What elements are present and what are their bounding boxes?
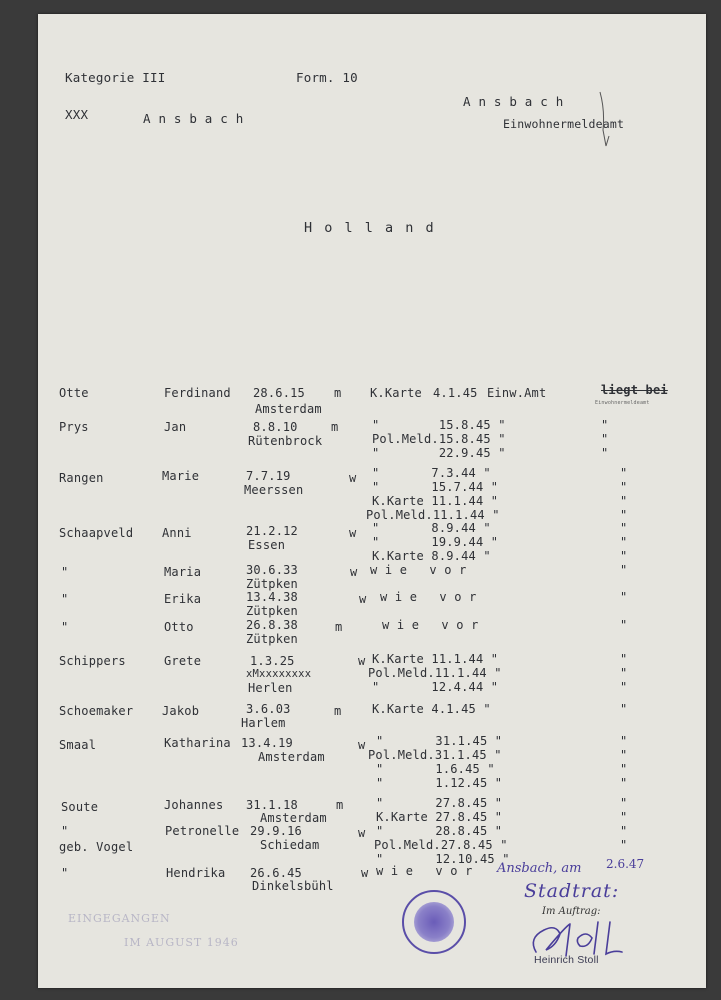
surname: Soute [61, 800, 99, 814]
firstname: Otto [164, 620, 194, 634]
ditto-mark: " [620, 549, 628, 563]
birthplace: Dinkelsbühl [252, 879, 334, 893]
surname: Prys [59, 420, 89, 434]
surname: Smaal [59, 738, 97, 752]
birthdate: 13.4.38 [246, 590, 298, 604]
ditto-mark: " [620, 734, 628, 748]
birthdate: 1.3.25 [250, 654, 295, 668]
surname: " [61, 866, 69, 880]
birthdate: 30.6.33 [246, 563, 298, 577]
ditto-mark: " [620, 590, 628, 604]
firstname: Erika [164, 592, 202, 606]
remark: liegt bei [601, 383, 668, 397]
birthplace: Amsterdam [258, 750, 325, 764]
signer-name: Heinrich Stoll [534, 954, 599, 966]
birthdate: 26.8.38 [246, 618, 298, 632]
ditto-mark: " [620, 824, 628, 838]
surname: " [61, 565, 69, 579]
office-label: Einwohnermeldeamt [503, 117, 625, 131]
entry-line: " 28.8.45 " [376, 824, 503, 838]
document-type: K.Karte [370, 386, 422, 400]
sex: m [331, 420, 339, 434]
entry-line: K.Karte 11.1.44 " [372, 652, 499, 666]
ditto-mark: " [620, 838, 628, 852]
ditto-mark: " [620, 776, 628, 790]
sex: w [349, 471, 357, 485]
sex: w [359, 592, 367, 606]
ditto-mark: " [601, 418, 609, 432]
birthplace: Zütpken [246, 604, 298, 618]
entry-line: Pol.Meld.31.1.45 " [368, 748, 502, 762]
remark-small: Einwohnermeldeamt [595, 400, 650, 406]
birthdate: 28.6.15 [253, 386, 305, 400]
firstname: Katharina [164, 736, 231, 750]
ditto-mark: " [620, 563, 628, 577]
entry-line: Pol.Meld.15.8.45 " [372, 432, 506, 446]
stamp-place: Ansbach, am [497, 861, 582, 876]
maiden-name: geb. Vogel [59, 840, 134, 854]
sex: w [358, 826, 366, 840]
surname: " [61, 824, 69, 838]
stadtrat-stamp: Stadtrat: [524, 880, 620, 902]
firstname: Maria [164, 565, 202, 579]
entry-line: K.Karte 8.9.44 " [372, 549, 491, 563]
form-label: Form. 10 [296, 70, 358, 85]
surname: Schaapveld [59, 526, 134, 540]
entry-line: " 22.9.45 " [372, 446, 506, 460]
surname: Rangen [59, 471, 104, 485]
birthplace: Herlen [248, 681, 293, 695]
birthplace: Zütpken [246, 577, 298, 591]
document-date: 4.1.45 [433, 386, 478, 400]
surname: " [61, 592, 69, 606]
bracket-mark [598, 90, 610, 148]
birthdate: 8.8.10 [253, 420, 298, 434]
ditto-mark: " [620, 702, 628, 716]
birthplace-struck: xMxxxxxxxx [246, 668, 312, 680]
ditto-mark: " [620, 652, 628, 666]
wie-vor: w i e v o r [376, 864, 473, 878]
firstname: Johannes [164, 798, 224, 812]
entry-line: " 31.1.45 " [376, 734, 503, 748]
wie-vor: w i e v o r [380, 590, 477, 604]
ditto-mark: " [620, 466, 628, 480]
firstname: Jakob [162, 704, 200, 718]
birthdate: 29.9.16 [250, 824, 302, 838]
firstname: Hendrika [166, 866, 226, 880]
wie-vor: w i e v o r [370, 563, 467, 577]
firstname: Grete [164, 654, 202, 668]
sex: w [358, 654, 366, 668]
birthdate: 13.4.19 [241, 736, 293, 750]
sex: w [350, 565, 358, 579]
entry-line: K.Karte 27.8.45 " [376, 810, 503, 824]
firstname: Ferdinand [164, 386, 231, 400]
stamp-date: 2.6.47 [606, 857, 645, 871]
ditto-mark: " [620, 494, 628, 508]
entry-line: " 1.12.45 " [376, 776, 503, 790]
birthdate: 21.2.12 [246, 524, 298, 538]
authority: Einw.Amt [487, 386, 547, 400]
birthdate: 26.6.45 [250, 866, 302, 880]
seal-emblem-icon [414, 902, 454, 942]
ditto-mark: " [620, 508, 628, 522]
entry-line: " 27.8.45 " [376, 796, 503, 810]
entry-line: " 12.10.45 " [376, 852, 510, 866]
sex: w [361, 866, 369, 880]
birthdate: 3.6.03 [246, 702, 291, 716]
birthplace: Amsterdam [260, 811, 327, 825]
firstname: Marie [162, 469, 200, 483]
surname: Schoemaker [59, 704, 134, 718]
ditto-mark: " [620, 680, 628, 694]
sex: w [358, 738, 366, 752]
birthplace: Meerssen [244, 483, 304, 497]
faded-stamp-line1: EINGEGANGEN [68, 912, 171, 925]
ditto-mark: " [620, 521, 628, 535]
birthplace: Amsterdam [255, 402, 322, 416]
sex: m [335, 620, 343, 634]
surname: Schippers [59, 654, 126, 668]
ditto-mark: " [620, 480, 628, 494]
entry-line: " 8.9.44 " [372, 521, 491, 535]
entry-line: " 7.3.44 " [372, 466, 491, 480]
ansbach-left: A n s b a c h [143, 111, 244, 126]
surname: Otte [59, 386, 89, 400]
entry-line: " 15.8.45 " [372, 418, 506, 432]
ditto-mark: " [620, 810, 628, 824]
entry-line: " 19.9.44 " [372, 535, 499, 549]
auftrag-label: Im Auftrag: [542, 906, 601, 917]
entry-line: Pol.Meld.11.1.44 " [368, 666, 502, 680]
xxx-mark: XXX [65, 107, 89, 122]
wie-vor: w i e v o r [382, 618, 479, 632]
birthplace: Schiedam [260, 838, 320, 852]
ditto-mark: " [601, 432, 609, 446]
firstname: Anni [162, 526, 192, 540]
birthplace: Harlem [241, 716, 286, 730]
entry-line: " 15.7.44 " [372, 480, 499, 494]
kategorie-label: Kategorie III [65, 70, 166, 85]
sex: m [336, 798, 344, 812]
official-seal [402, 890, 466, 954]
entry-line: K.Karte 4.1.45 " [372, 702, 491, 716]
entry-line: K.Karte 11.1.44 " [372, 494, 499, 508]
ditto-mark: " [620, 535, 628, 549]
entry-line: " 12.4.44 " [372, 680, 499, 694]
ditto-mark: " [601, 446, 609, 460]
page-title: H o l l a n d [304, 220, 436, 236]
ansbach-right: A n s b a c h [463, 94, 564, 109]
ditto-mark: " [620, 796, 628, 810]
ditto-mark: " [620, 748, 628, 762]
firstname: Petronelle [165, 824, 240, 838]
birthplace: Zütpken [246, 632, 298, 646]
entry-line: Pol.Meld.27.8.45 " [374, 838, 508, 852]
birthplace: Rütenbrock [248, 434, 323, 448]
document-page [38, 14, 706, 988]
sex: m [334, 386, 342, 400]
sex: w [349, 526, 357, 540]
ditto-mark: " [620, 762, 628, 776]
sex: m [334, 704, 342, 718]
birthdate: 31.1.18 [246, 798, 298, 812]
firstname: Jan [164, 420, 187, 434]
ditto-mark: " [620, 666, 628, 680]
birthplace: Essen [248, 538, 286, 552]
faded-stamp-line2: IM AUGUST 1946 [124, 936, 239, 949]
surname: " [61, 620, 69, 634]
entry-line: " 1.6.45 " [376, 762, 495, 776]
birthdate: 7.7.19 [246, 469, 291, 483]
ditto-mark: " [620, 618, 628, 632]
entry-line: Pol.Meld.11.1.44 " [366, 508, 500, 522]
